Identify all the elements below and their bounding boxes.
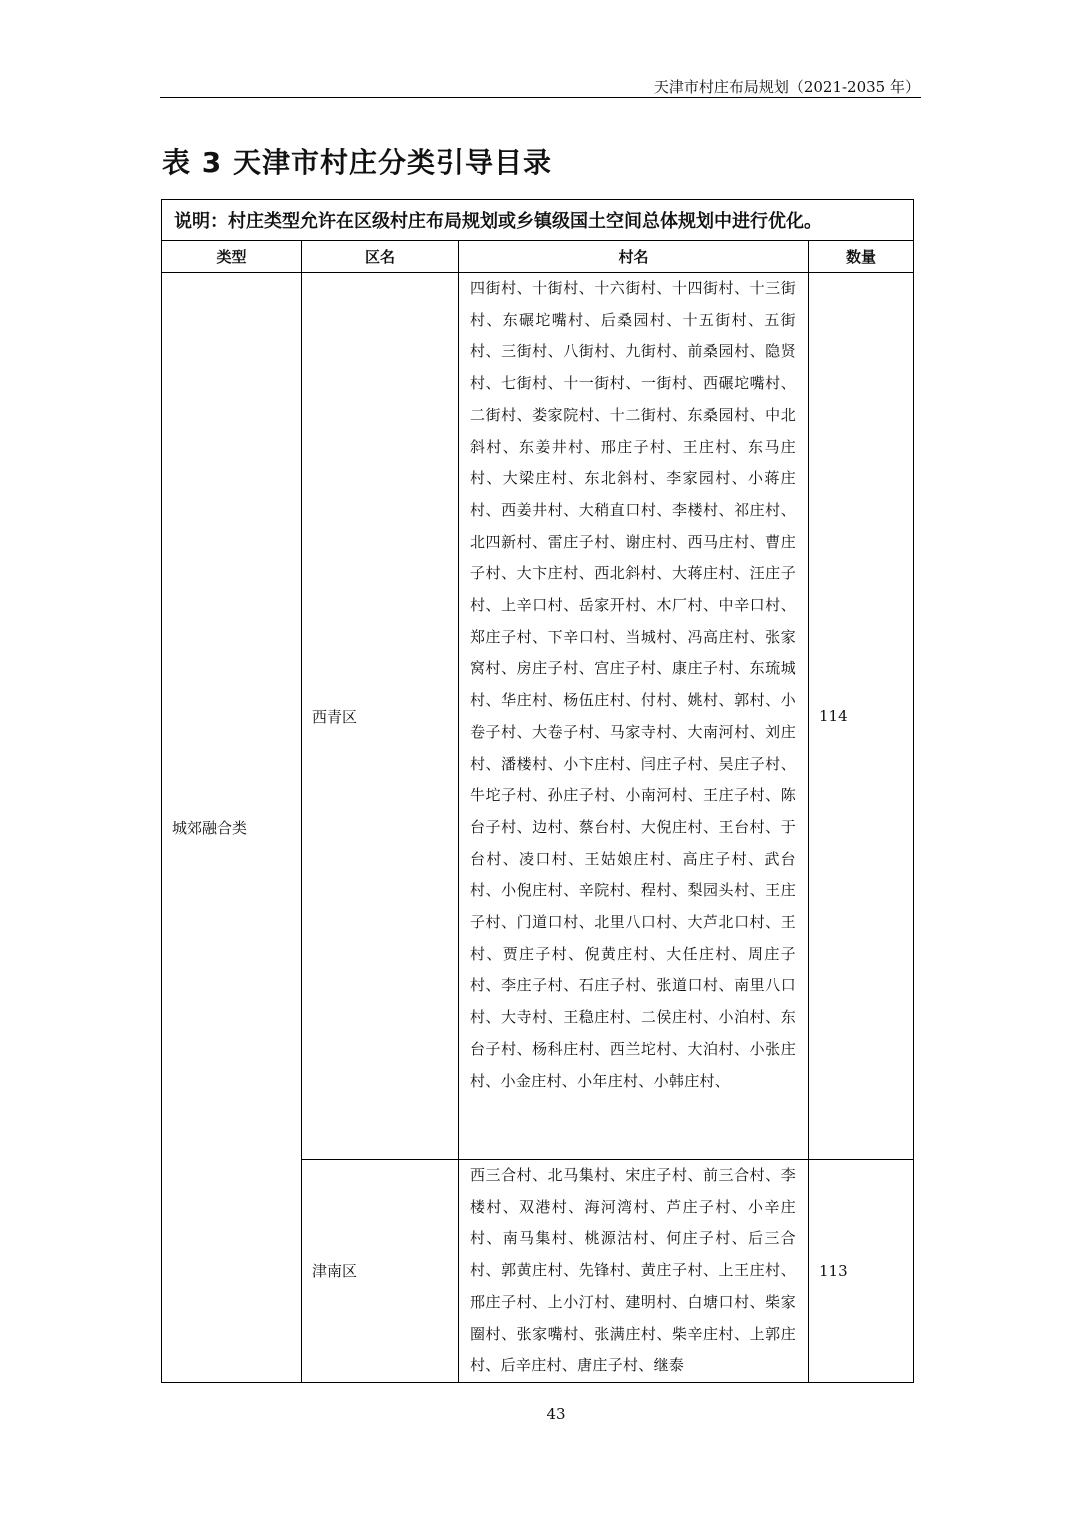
column-header-villages: 村名 xyxy=(459,241,809,273)
page-number: 43 xyxy=(546,1405,566,1423)
running-header: 天津市村庄布局规划（2021-2035 年） xyxy=(653,78,920,96)
village-list-cell: 西三合村、北马集村、宋庄子村、前三合村、李楼村、双港村、海河湾村、芦庄子村、小辛庄村、南马集村、桃源沽村、何庄子村、后三合村、郭黄庄村、先锋村、黄庄子村、上王庄村、邢庄子村、上小汀村、建明村、白塘口村、柴家圈村、张家嘴村、张满庄村、柴辛庄村、上郭庄村、后辛庄村、唐庄子村、继泰 xyxy=(459,1160,809,1383)
district-cell: 津南区 xyxy=(302,1160,459,1383)
category-cell: 城郊融合类 xyxy=(162,273,302,1383)
district-cell: 西青区 xyxy=(302,273,459,1160)
column-header-type: 类型 xyxy=(162,241,302,273)
column-header-district: 区名 xyxy=(302,241,459,273)
table-note: 说明：村庄类型允许在区级村庄布局规划或乡镇级国土空间总体规划中进行优化。 xyxy=(162,200,914,241)
column-header-count: 数量 xyxy=(809,241,914,273)
count-cell: 114 xyxy=(809,273,914,1160)
table-title: 表 3 天津市村庄分类引导目录 xyxy=(162,146,552,179)
village-list-cell: 四街村、十街村、十六街村、十四街村、十三街村、东碾坨嘴村、后桑园村、十五街村、五街村、三街村、八街村、九街村、前桑园村、隐贤村、七街村、十一街村、一街村、西碾坨嘴村、二街村、娄家院村、十二街村、东桑园村、中北斜村、东姜井村、邢庄子村、王庄村、东马庄村、大梁庄村、东北斜村、李家园村、小蒋庄村、西姜井村、大稍直口村、李楼村、祁庄村、北四新村、雷庄子村、谢庄村、西马庄村、曹庄子村、大卞庄村、西北斜村、大蒋庄村、汪庄子村、上辛口村、岳家开村、木厂村、中辛口村、郑庄子村、下辛口村、当城村、冯高庄村、张家窝村、房庄子村、宫庄子村、康庄子村、东琉城村、华庄村、杨伍庄村、付村、姚村、郭村、小卷子村、大卷子村、马家寺村、大南河村、刘庄村、潘楼村、小卞庄村、闫庄子村、吴庄子村、牛坨子村、孙庄子村、小南河村、王庄子村、陈台子村、边村、蔡台村、大倪庄村、王台村、于台村、凌口村、王姑娘庄村、高庄子村、武台村、小倪庄村、辛院村、程村、梨园头村、王庄子村、门道口村、北里八口村、大芦北口村、王村、贾庄子村、倪黄庄村、大任庄村、周庄子村、李庄子村、石庄子村、张道口村、南里八口村、大寺村、王稳庄村、二侯庄村、小泊村、东台子村、杨科庄村、西兰坨村、大泊村、小张庄村、小金庄村、小年庄村、小韩庄村、 xyxy=(459,273,809,1160)
table-row xyxy=(162,273,914,1160)
village-classification-table xyxy=(161,199,914,1383)
count-cell: 113 xyxy=(809,1160,914,1383)
header-rule xyxy=(160,97,921,98)
